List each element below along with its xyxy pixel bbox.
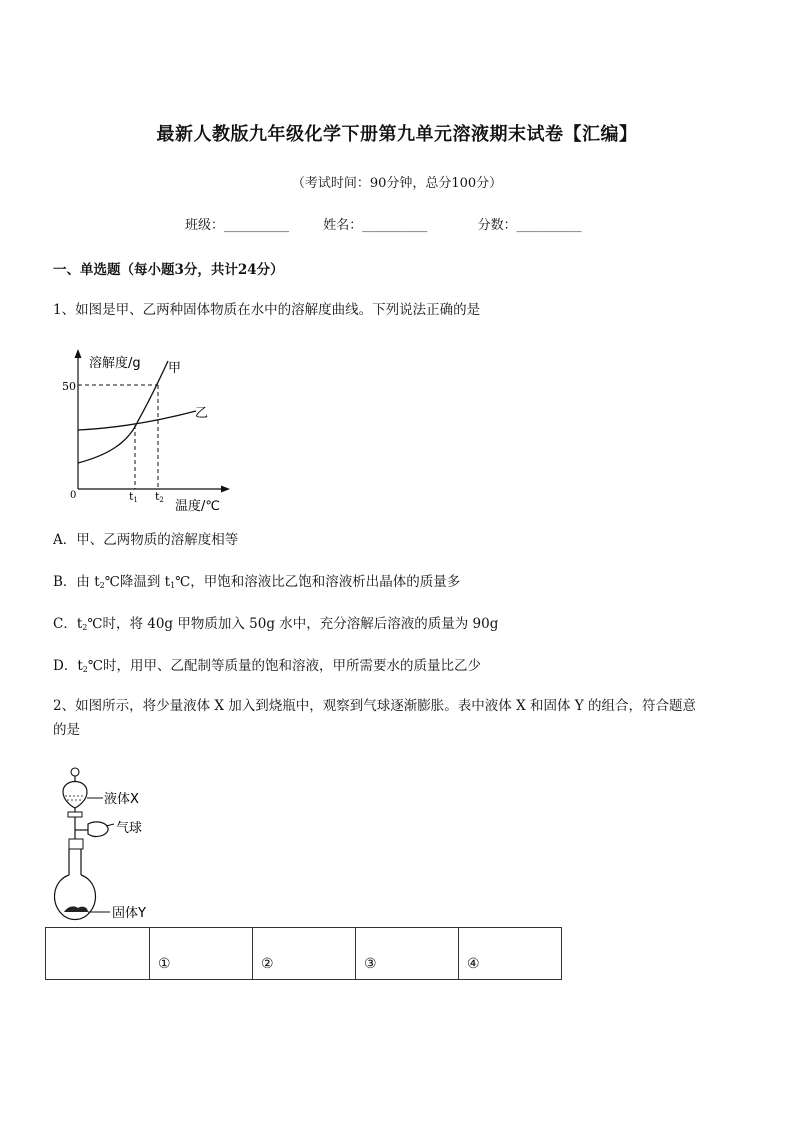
y-axis-label: 溶解度/g (89, 356, 141, 371)
origin-label: 0 (70, 490, 77, 501)
liquid-x-label: 液体X (104, 792, 139, 807)
y-axis-arrow (75, 349, 82, 358)
answer-options-table (45, 927, 562, 980)
class-field: 班级：__________ (185, 218, 290, 233)
funnel-bulb (63, 782, 87, 809)
table-cell-option-2: ② (253, 928, 356, 980)
t2-label: t2 (155, 490, 164, 504)
flask-body (54, 875, 95, 920)
table-row (46, 928, 562, 980)
curve-jia (78, 361, 168, 463)
table-cell-option-1: ① (150, 928, 253, 980)
balloon-icon (88, 822, 108, 837)
x-axis-label: 温度/℃ (175, 499, 220, 514)
name-field: 姓名：__________ (323, 218, 428, 233)
score-field: 分数：__________ (477, 218, 582, 233)
exam-time-note: （考试时间：90分钟，总分100分） (291, 176, 503, 191)
table-cell-option-4: ④ (459, 928, 562, 980)
document-title: 最新人教版九年级化学下册第九单元溶液期末试卷【汇编】 (156, 124, 638, 145)
curve-yi (78, 411, 196, 430)
solubility-curve-figure (58, 343, 248, 518)
curve-yi-label: 乙 (195, 406, 209, 421)
section-heading: 一、单选题（每小题3分，共计24分） (53, 262, 284, 278)
solid-y-label: 固体Y (112, 906, 146, 921)
question-2-stem: 2、如图所示，将少量液体 X 加入到烧瓶中，观察到气球逐渐膨胀。表中液体 X 和固体 Y 的组合，符合题意 的是 (53, 698, 696, 738)
t1-label: t1 (129, 490, 138, 504)
curve-jia-label: 甲 (168, 361, 182, 376)
x-axis-arrow (221, 486, 230, 493)
question-1-stem: 1、如图是甲、乙两种固体物质在水中的溶解度曲线。下列说法正确的是 (53, 302, 481, 318)
q1-option-a: A．甲、乙两物质的溶解度相等 (53, 532, 239, 548)
q1-option-c: C．$t_2℃$时，将 40g 甲物质加入 50g 水中，充分溶解后溶液的质量为 90g (53, 616, 499, 632)
flask-apparatus-figure (48, 760, 168, 925)
table-cell-blank (46, 928, 150, 980)
balloon-label: 气球 (116, 821, 143, 836)
y-tick-50: 50 (62, 380, 76, 393)
table-cell-option-3: ③ (356, 928, 459, 980)
q1-option-d: D．$t_2℃$时，用甲、乙配制等质量的饱和溶液，甲所需要水的质量比乙少 (53, 658, 481, 674)
student-info-row (185, 214, 582, 233)
q1-option-b: B．由 $t_2℃$降温到 $t_1℃$，甲饱和溶液比乙饱和溶液析出晶体的质量多 (53, 574, 461, 590)
